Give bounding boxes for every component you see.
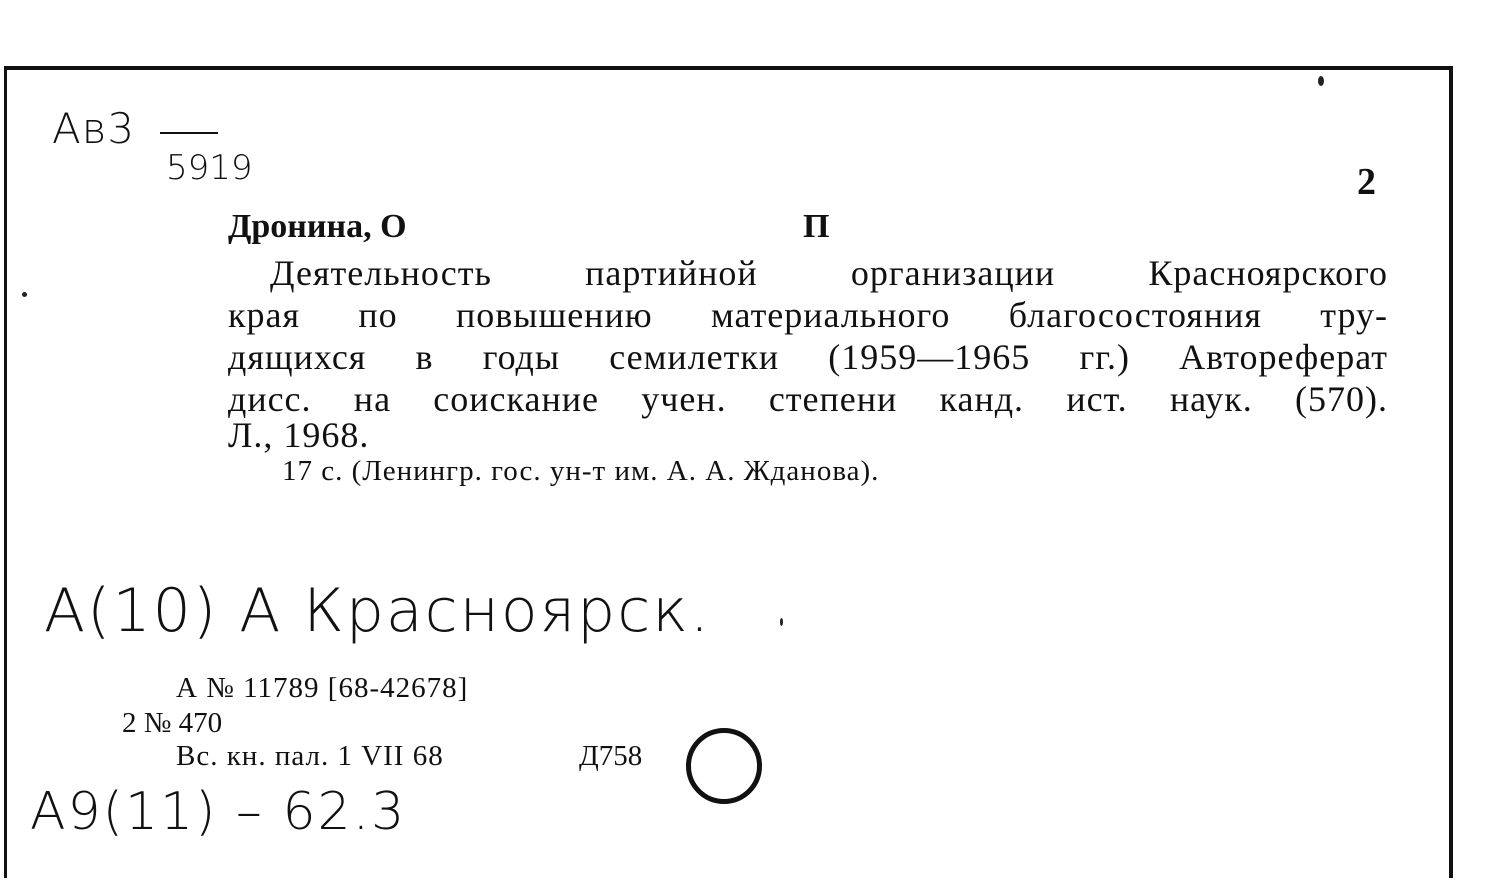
book-chamber-note: Вс. кн. пал. 1 VII 68	[176, 740, 444, 772]
card-number: 2	[1357, 161, 1376, 203]
title-line-2: края по повышению материального благосостояния тру-	[228, 295, 1388, 335]
ink-speck	[1318, 76, 1324, 86]
print-code: Д758	[579, 740, 643, 772]
accession-number: А № 11789 [68-42678]	[176, 672, 469, 704]
author-heading: Дронина, О	[228, 208, 407, 245]
circle-stamp-mark	[686, 728, 762, 804]
handwritten-subject-heading: А(10) А Красноярск.	[44, 576, 711, 646]
imprint-line: Л., 1968.	[228, 415, 370, 455]
card-count: 2 № 470	[122, 707, 223, 739]
handwritten-classification-index: А9(11) – 62.3	[30, 782, 407, 842]
shelf-mark-fraction-line	[160, 132, 218, 134]
ink-speck	[780, 618, 783, 626]
ink-speck	[22, 292, 27, 297]
title-line-1: Деятельность партийной организации Красноярского	[270, 253, 1388, 293]
title-line-4: дисс. на соискание учен. степени канд. ист. наук. (570).	[228, 379, 1388, 419]
title-line-3: дящихся в годы семилетки (1959—1965 гг.) Автореферат	[228, 337, 1388, 377]
handwritten-shelf-mark-top: Ав3	[52, 104, 136, 153]
author-second-initial: П	[803, 208, 830, 245]
handwritten-shelf-mark-bottom: 5919	[166, 148, 253, 188]
pagination-note: 17 с. (Ленингр. гос. ун-т им. А. А. Жданова).	[282, 455, 880, 487]
